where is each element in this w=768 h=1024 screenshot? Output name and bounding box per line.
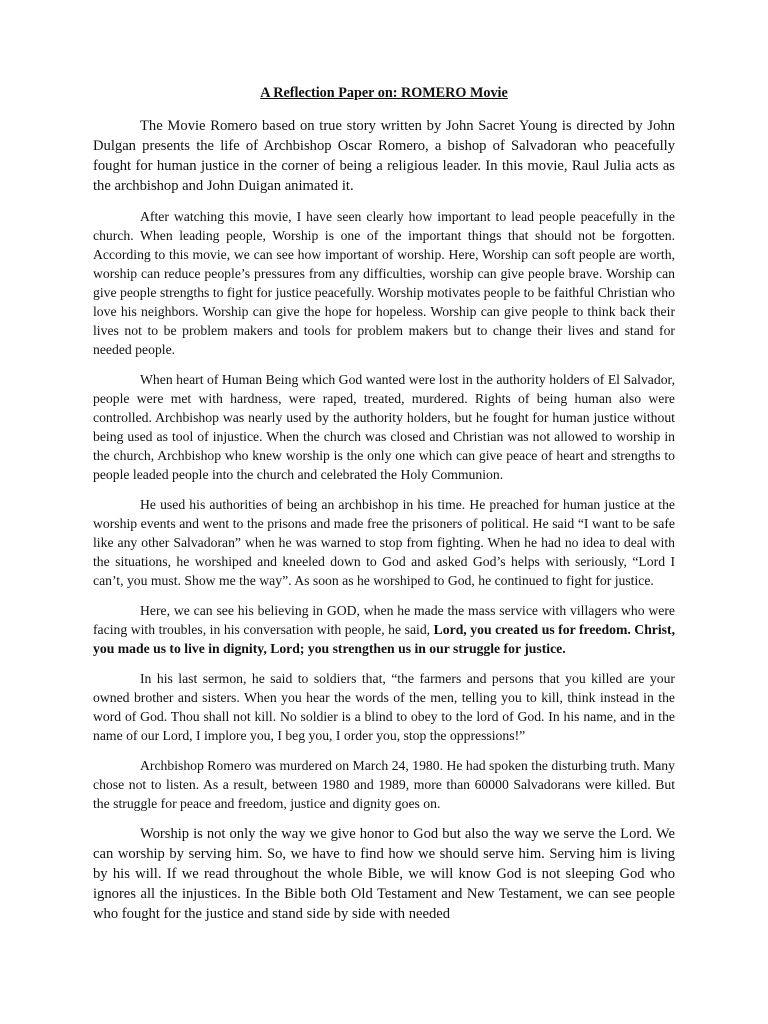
paragraph-serving: Worship is not only the way we give honor to God but also the way we serve the Lord. We can worship by serving him. So, we have to find how we should serve him. Serving him is living by his will. If we read throughout the whole Bible, we will know God is not sleeping God who ignores all the injustices. In the Bible both Old Testament and New Testament, we can see people who fought for the justice and stand side by side with needed bbox=[93, 826, 675, 922]
paragraph-authorities: He used his authorities of being an archbishop in his time. He preached for human justice at the worship events and went to the prisons and made free the prisoners of political. He said “I want to be safe like any other Salvadoran” when he was warned to stop from fighting. When he had no idea to deal with the situations, he worshiped and kneeled down to God and asked God’s helps with seriously, “Lord I can’t, you must. Show me the way”. As soon as he worshiped to God, he continued to fight for justice. bbox=[93, 497, 675, 588]
paragraph-last-sermon: In his last sermon, he said to soldiers that, “the farmers and persons that you killed are your owned brother and sisters. When you hear the words of the men, telling you to kill, think instead in the word of God. Thou shall not kill. No soldier is a blind to obey to the lord of God. In his name, and in the name of our Lord, I implore you, I beg you, I order you, stop the oppressions!” bbox=[93, 671, 675, 743]
paragraph-believing bbox=[93, 601, 675, 658]
paragraph-murder: Archbishop Romero was murdered on March 24, 1980. He had spoken the disturbing truth. Many chose not to listen. As a result, between 1980 and 1989, more than 60000 Salvadorans were killed. But the struggle for peace and freedom, justice and dignity goes on. bbox=[93, 758, 675, 811]
paragraph-worship-importance: After watching this movie, I have seen clearly how important to lead people peacefully in the church. When leading people, Worship is one of the important things that should not be forgotten. According to this movie, we can see how important of worship. Here, Worship can soft people are worth, worship can reduce people’s pressures from any difficulties, worship can give people brave. Worship can give people strengths to fight for justice peacefully. Worship motivates people to be faithful Christian who love his neighbors. Worship can give the hope for hopeless. Worship can give people to think back their lives not to be problem makers and tools for problem makers but to change their lives and stand for needed people. bbox=[93, 209, 675, 357]
document-title: A Reflection Paper on: ROMERO Movie bbox=[260, 85, 508, 101]
paragraph-intro: The Movie Romero based on true story written by John Sacret Young is directed by John Dulgan presents the life of Archbishop Oscar Romero, a bishop of Salvadoran who peacefully fought for human justice in the corner of being a religious leader. In this movie, Raul Julia acts as the archbishop and John Duigan animated it. bbox=[93, 118, 675, 194]
paragraph-believing-quote: Lord, you created us for freedom. Christ, you made us to live in dignity, Lord; you strengthen us in our struggle for justice. bbox=[93, 622, 675, 656]
paragraph-believing-text: Here, we can see his believing in GOD, when he made the mass service with villagers who were facing with troubles, in his conversation with people, he said, bbox=[93, 603, 675, 637]
paragraph-el-salvador: When heart of Human Being which God wanted were lost in the authority holders of El Salvador, people were met with hardness, were raped, treated, murdered. Rights of being human also were controlled. Archbishop was nearly used by the authority holders, but he fought for human justice without being used as tool of injustice. When the church was closed and Christian was not allowed to worship in the church, Archbishop who knew worship is the only one which can give peace of heart and strengths to people leaded people into the church and celebrated the Holy Communion. bbox=[93, 372, 675, 482]
document-page bbox=[93, 84, 675, 935]
